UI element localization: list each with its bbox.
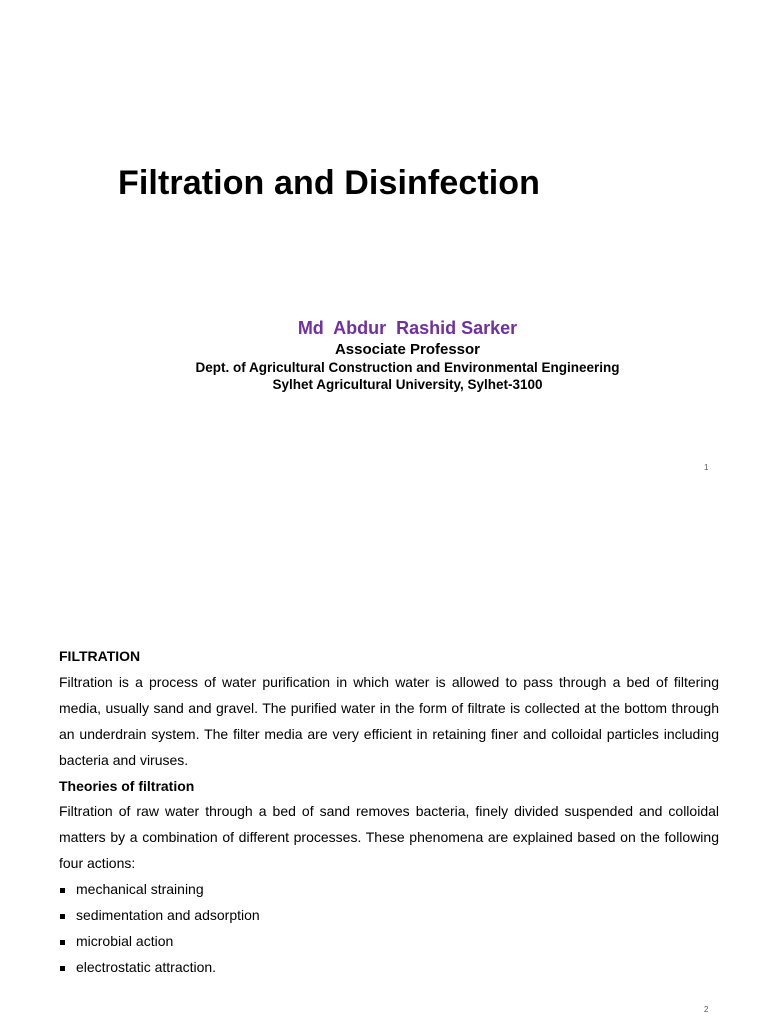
author-university: Sylhet Agricultural University, Sylhet-3100 (272, 377, 543, 392)
slide-content (59, 644, 719, 981)
page-number: 1 (704, 463, 709, 472)
page-number: 2 (704, 1005, 709, 1014)
filtration-paragraph: Filtration is a process of water purification in which water is allowed to pass through a bed of filtering media, usually sand and gravel. The purified water in the form of filtrate is collected at the bottom through an underdrain system. The filter media are very efficient in retaining finer and colloidal particles including bacteria and viruses. (59, 673, 719, 768)
square-bullet-icon (60, 966, 65, 971)
actions-list (59, 877, 719, 981)
author-position: Associate Professor (334, 341, 481, 358)
square-bullet-icon (60, 914, 65, 919)
list-item: mechanical straining (59, 877, 719, 903)
presentation-title: Filtration and Disinfection (118, 164, 541, 202)
section-heading: FILTRATION (59, 648, 141, 664)
square-bullet-icon (60, 940, 65, 945)
author-name: Md Abdur Rashid Sarker (297, 318, 518, 338)
title-slide (0, 0, 768, 480)
list-item: electrostatic attraction. (59, 955, 719, 981)
content-slide (0, 480, 768, 1024)
square-bullet-icon (60, 888, 65, 893)
list-item: sedimentation and adsorption (59, 903, 719, 929)
list-item: microbial action (59, 929, 719, 955)
theories-paragraph: Filtration of raw water through a bed of sand removes bacteria, finely divided suspended and colloidal matters by a combination of different processes. These phenomena are explained based on the following four actions: (59, 803, 719, 872)
theories-subheading: Theories of filtration (59, 777, 195, 794)
author-department: Dept. of Agricultural Construction and Environmental Engineering (195, 360, 620, 375)
